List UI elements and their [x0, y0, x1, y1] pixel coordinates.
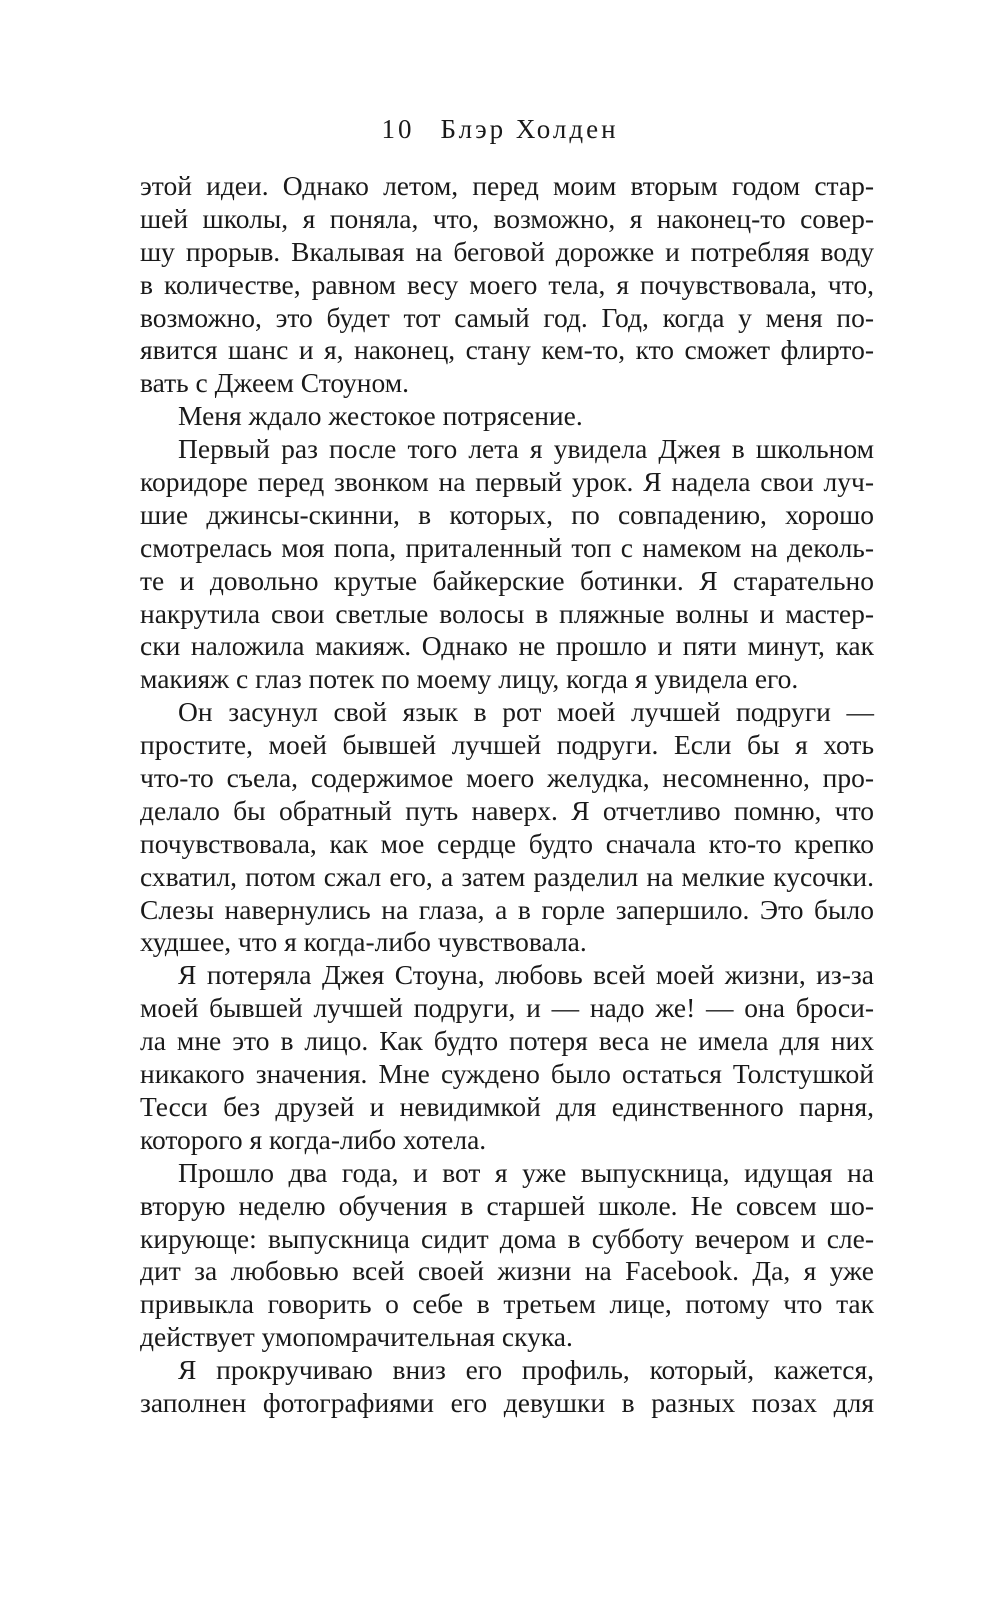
running-head — [0, 113, 1000, 145]
text-line: вторую неделю обучения в старшей школе. Не совсем шо- — [140, 1189, 874, 1221]
text-line: худшее, что я когда-либо чувствовала. — [140, 926, 587, 958]
text-line: заполнен фотографиями его девушки в разных позах для — [140, 1386, 874, 1418]
text-line: явится шанс и я, наконец, стану кем-то, кто сможет флирто- — [140, 334, 874, 366]
text-line: моей бывшей лучшей подруги, и — надо же! — она броси- — [140, 992, 874, 1024]
text-line: ла мне это в лицо. Как будто потеря веса не имела для них — [140, 1025, 874, 1057]
text-line: те и довольно крутые байкерские ботинки. Я старательно — [140, 564, 874, 596]
text-line: почувствовала, как мое сердце будто сначала кто-то крепко — [140, 827, 874, 859]
text-line: Я потеряла Джея Стоуна, любовь всей моей жизни, из-за — [178, 959, 874, 991]
text-line: шу прорыв. Вкалывая на беговой дорожке и потребляя воду — [140, 235, 874, 267]
text-line: Я прокручиваю вниз его профиль, который, кажется, — [178, 1354, 874, 1386]
text-line: дит за любовью всей своей жизни на Facebook. Да, я уже — [140, 1255, 874, 1287]
text-line: коридоре перед звонком на первый урок. Я надела свои луч- — [140, 466, 874, 498]
text-line: кирующе: выпускница сидит дома в субботу вечером и сле- — [140, 1222, 874, 1254]
text-line: Прошло два года, и вот я уже выпускница, идущая на — [178, 1156, 874, 1188]
text-line: Тесси без друзей и невидимкой для единственного парня, — [140, 1090, 874, 1122]
text-line: что-то съела, содержимое моего желудка, несомненно, про- — [140, 762, 874, 794]
text-line: схватил, потом сжал его, а затем разделил на мелкие кусочки. — [140, 860, 874, 892]
text-line: которого я когда-либо хотела. — [140, 1123, 487, 1155]
text-line: смотрелась моя попа, приталенный топ с намеком на деколь- — [140, 531, 874, 563]
text-line: привыкла говорить о себе в третьем лице, потому что так — [140, 1288, 874, 1320]
text-line: простите, моей бывшей лучшей подруги. Если бы я хоть — [140, 729, 874, 761]
author-name: Блэр Холден — [440, 114, 619, 144]
text-line: Он засунул свой язык в рот моей лучшей подруги — — [178, 696, 874, 728]
text-line: шие джинсы-скинни, в которых, по совпадению, хорошо — [140, 498, 874, 530]
text-line: никакого значения. Мне суждено было остаться Толстушкой — [140, 1058, 874, 1090]
text-line: делало бы обратный путь наверх. Я отчетливо помню, что — [140, 794, 874, 826]
text-line: вать с Джеем Стоуном. — [140, 367, 410, 399]
page-number: 10 — [381, 114, 415, 144]
text-line: возможно, это будет тот самый год. Год, когда у меня по- — [140, 301, 874, 333]
text-line: в количестве, равном весу моего тела, я почувствовала, что, — [140, 268, 874, 300]
text-line: этой идеи. Однако летом, перед моим вторым годом стар- — [140, 170, 874, 201]
text-line: действует умопомрачительная скука. — [140, 1321, 573, 1353]
body-text — [140, 170, 874, 1420]
text-line: Слезы навернулись на глаза, а в горле запершило. Это было — [140, 893, 874, 925]
text-line: макияж с глаз потек по моему лицу, когда я увидела его. — [140, 663, 799, 695]
text-line: шей школы, я поняла, что, возможно, я наконец-то совер- — [140, 202, 874, 234]
text-line: ски наложила макияж. Однако не прошло и пяти минут, как — [140, 630, 874, 662]
text-line: Первый раз после того лета я увидела Джея в школьном — [178, 433, 874, 465]
text-line: накрутила свои светлые волосы в пляжные волны и мастер- — [140, 597, 874, 629]
text-line: Меня ждало жестокое потрясение. — [178, 400, 583, 432]
